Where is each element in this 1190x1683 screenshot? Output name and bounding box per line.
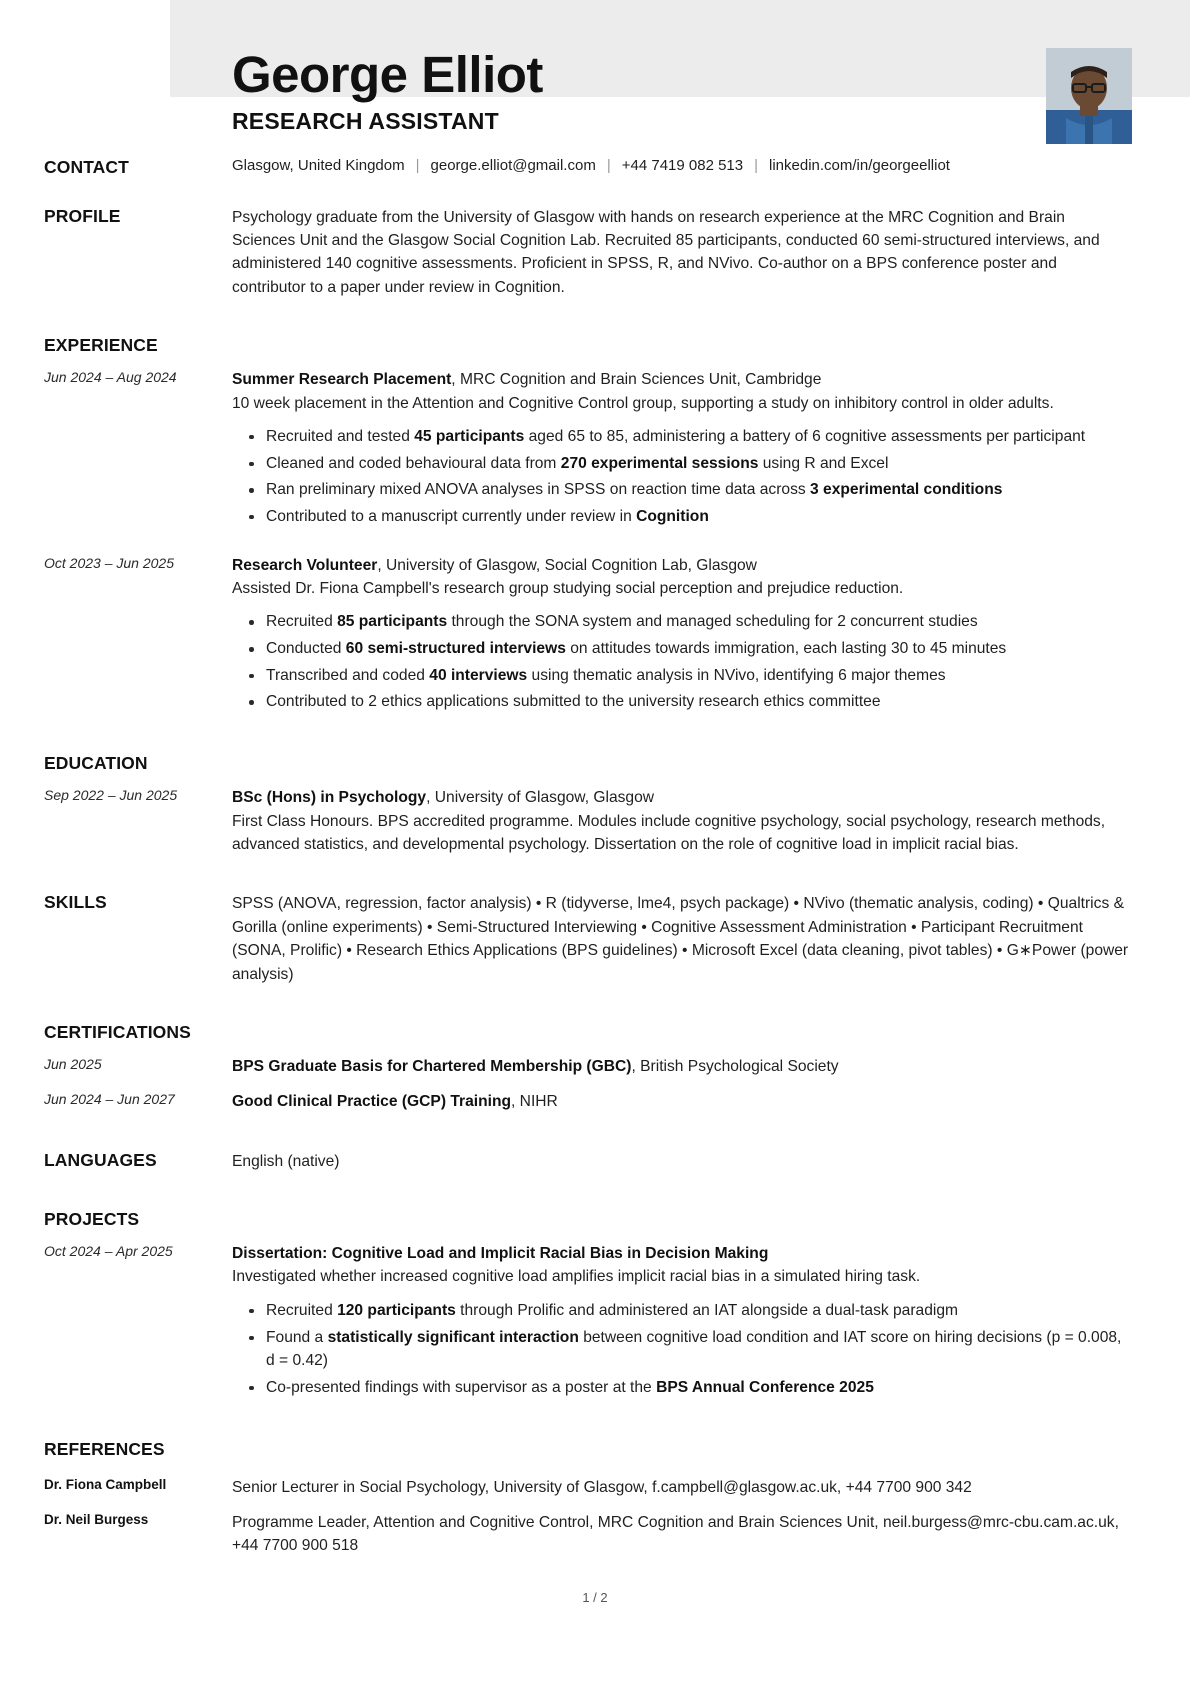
section-heading-contact: CONTACT: [44, 156, 129, 177]
profile-label-col: [44, 206, 232, 227]
certifications-heading-row: [44, 1022, 1130, 1043]
list-item: Conducted 60 semi-structured interviews on attitudes towards immigration, each lasting 30 to 45 minutes: [266, 637, 1130, 661]
experience-entry: [44, 554, 1130, 718]
entry-org: , MRC Cognition and Brain Sciences Unit, Cambridge: [451, 371, 822, 389]
list-item: Co-presented findings with supervisor as a poster at the BPS Annual Conference 2025: [266, 1376, 1130, 1400]
contact-linkedin[interactable]: linkedin.com/in/georgeelliot: [769, 156, 950, 174]
list-item: Recruited 85 participants through the SONA system and managed scheduling for 2 concurrent studies: [266, 610, 1130, 634]
list-item: Recruited and tested 45 participants aged 65 to 85, administering a battery of 6 cognitive assessments per participant: [266, 425, 1130, 449]
contact-phone[interactable]: +44 7419 082 513: [621, 156, 744, 174]
entry-bullet-list: [232, 425, 1130, 529]
contact-section: [44, 157, 1130, 178]
reference-entry: [44, 1476, 1130, 1499]
contact-separator-icon: |: [415, 156, 420, 174]
contact-separator-icon: |: [754, 156, 759, 174]
education-heading-row: [44, 753, 1130, 774]
entry-title-line: [232, 554, 1130, 577]
entry-dates: Jun 2024 – Aug 2024: [44, 369, 177, 386]
candidate-name: George Elliot: [232, 46, 543, 103]
contact-label-col: [44, 157, 232, 178]
entry-org: , University of Glasgow, Social Cognition Lab, Glasgow: [377, 556, 757, 574]
certification-issuer: , British Psychological Society: [631, 1057, 839, 1075]
certifications-section: [44, 1022, 1130, 1114]
resume-header: [44, 0, 1130, 135]
contact-separator-icon: |: [606, 156, 611, 174]
reference-entry: [44, 1511, 1130, 1558]
certification-entry: [44, 1055, 1130, 1078]
section-heading-languages: LANGUAGES: [44, 1149, 157, 1170]
reference-detail: Senior Lecturer in Social Psychology, University of Glasgow, f.campbell@glasgow.ac.uk, +44 7700 900 342: [232, 1478, 972, 1496]
page-footer: [0, 1590, 1190, 1605]
entry-dates: Sep 2022 – Jun 2025: [44, 787, 178, 804]
entry-description: 10 week placement in the Attention and Cognitive Control group, supporting a study on inhibitory control in older adults.: [232, 394, 1054, 412]
candidate-job-title: RESEARCH ASSISTANT: [232, 107, 499, 134]
entry-title-line: [232, 1090, 1130, 1113]
projects-heading-row: [44, 1209, 1130, 1230]
section-heading-experience: EXPERIENCE: [44, 335, 158, 356]
experience-label-col: [44, 335, 232, 356]
entry-role: Research Volunteer: [232, 556, 378, 574]
entry-description: Assisted Dr. Fiona Campbell's research group studying social perception and prejudice reduction.: [232, 580, 904, 598]
entry-title-line: [232, 368, 1130, 391]
list-item: Contributed to 2 ethics applications submitted to the university research ethics committee: [266, 690, 1130, 714]
languages-section: [44, 1150, 1130, 1173]
entry-degree: BSc (Hons) in Psychology: [232, 789, 427, 807]
contact-line: [232, 157, 1130, 174]
certification-name: Good Clinical Practice (GCP) Training: [232, 1093, 512, 1111]
section-heading-certifications: CERTIFICATIONS: [44, 1021, 191, 1042]
references-heading-row: [44, 1439, 1130, 1460]
reference-name: Dr. Neil Burgess: [44, 1512, 149, 1527]
education-section: [44, 753, 1130, 856]
references-section: [44, 1439, 1130, 1558]
entry-dates: Oct 2024 – Apr 2025: [44, 1243, 173, 1260]
profile-body-col: [232, 206, 1130, 300]
reference-name: Dr. Fiona Campbell: [44, 1476, 167, 1492]
experience-section: [44, 335, 1130, 717]
section-heading-profile: PROFILE: [44, 205, 121, 226]
entry-title-line: [232, 1055, 1130, 1078]
entry-dates: Jun 2024 – Jun 2027: [44, 1091, 175, 1108]
profile-section: [44, 206, 1130, 300]
entry-dates: Jun 2025: [44, 1055, 102, 1072]
languages-text: English (native): [232, 1152, 340, 1170]
entry-bullet-list: [232, 1299, 1130, 1400]
entry-bullet-list: [232, 610, 1130, 714]
contact-email[interactable]: george.elliot@gmail.com: [430, 156, 596, 174]
experience-heading-row: [44, 335, 1130, 356]
entry-description: First Class Honours. BPS accredited programme. Modules include cognitive psychology, social psychology, research methods, advanced statistics, and developmental psychology. Dissertation on the role of cognitive load in implicit racial bias.: [232, 812, 1106, 853]
skills-section: [44, 892, 1130, 986]
portrait-photo-icon: [1046, 48, 1132, 144]
list-item: Recruited 120 participants through Prolific and administered an IAT alongside a dual-task paradigm: [266, 1299, 1130, 1323]
skills-text: SPSS (ANOVA, regression, factor analysis) • R (tidyverse, lme4, psych package) • NVivo (thematic analysis, coding) • Qualtrics & Gorilla (online experiments) • Semi-Structured Interviewing • Cognitive Assessment Administration • Participant Recruitment (SONA, Prolific) • Research Ethics Applications (BPS guidelines) • Microsoft Excel (data cleaning, pivot tables) • G∗Power (power analysis): [232, 895, 1129, 983]
list-item: Contributed to a manuscript currently under review in Cognition: [266, 505, 1130, 529]
profile-text: Psychology graduate from the University of Glasgow with hands on research experience at the MRC Cognition and Brain Sciences Unit and the Glasgow Social Cognition Lab. Recruited 85 participants, conducted 60 semi-structured interviews, and administered 140 cognitive assessments. Proficient in SPSS, R, and NVivo. Co-author on a BPS conference poster and contributor to a paper under review in Cognition.: [232, 208, 1100, 296]
project-title: Dissertation: Cognitive Load and Implicit Racial Bias in Decision Making: [232, 1245, 769, 1263]
experience-entry: [44, 368, 1130, 532]
certification-entry: [44, 1090, 1130, 1113]
certification-issuer: , NIHR: [511, 1093, 558, 1111]
list-item: Ran preliminary mixed ANOVA analyses in SPSS on reaction time data across 3 experimental conditions: [266, 478, 1130, 502]
entry-org: , University of Glasgow, Glasgow: [426, 789, 655, 807]
entry-title-line: [232, 1242, 1130, 1265]
entry-description: Investigated whether increased cognitive load amplifies implicit racial bias in a simulated hiring task.: [232, 1268, 921, 1286]
list-item: Cleaned and coded behavioural data from 270 experimental sessions using R and Excel: [266, 452, 1130, 476]
section-heading-projects: PROJECTS: [44, 1209, 140, 1230]
contact-location: Glasgow, United Kingdom: [232, 156, 405, 174]
project-entry: [44, 1242, 1130, 1403]
section-heading-education: EDUCATION: [44, 753, 148, 774]
list-item: Transcribed and coded 40 interviews using thematic analysis in NVivo, identifying 6 major themes: [266, 664, 1130, 688]
education-entry: [44, 786, 1130, 856]
page-indicator: 1 / 2: [582, 1590, 608, 1605]
entry-role: Summer Research Placement: [232, 371, 452, 389]
avatar: [1046, 48, 1132, 144]
contact-body-col: [232, 157, 1130, 174]
entry-dates: Oct 2023 – Jun 2025: [44, 554, 174, 571]
projects-section: [44, 1209, 1130, 1403]
section-heading-references: REFERENCES: [44, 1438, 165, 1459]
entry-title-line: [232, 786, 1130, 809]
section-heading-skills: SKILLS: [44, 892, 107, 913]
certification-name: BPS Graduate Basis for Chartered Membership (GBC): [232, 1057, 632, 1075]
list-item: Found a statistically significant interaction between cognitive load condition and IAT score on hiring decisions (p = 0.008, d = 0.42): [266, 1326, 1130, 1373]
reference-detail: Programme Leader, Attention and Cognitive Control, MRC Cognition and Brain Sciences Unit, neil.burgess@mrc-cbu.cam.ac.uk, +44 7700 900 518: [232, 1514, 1119, 1555]
